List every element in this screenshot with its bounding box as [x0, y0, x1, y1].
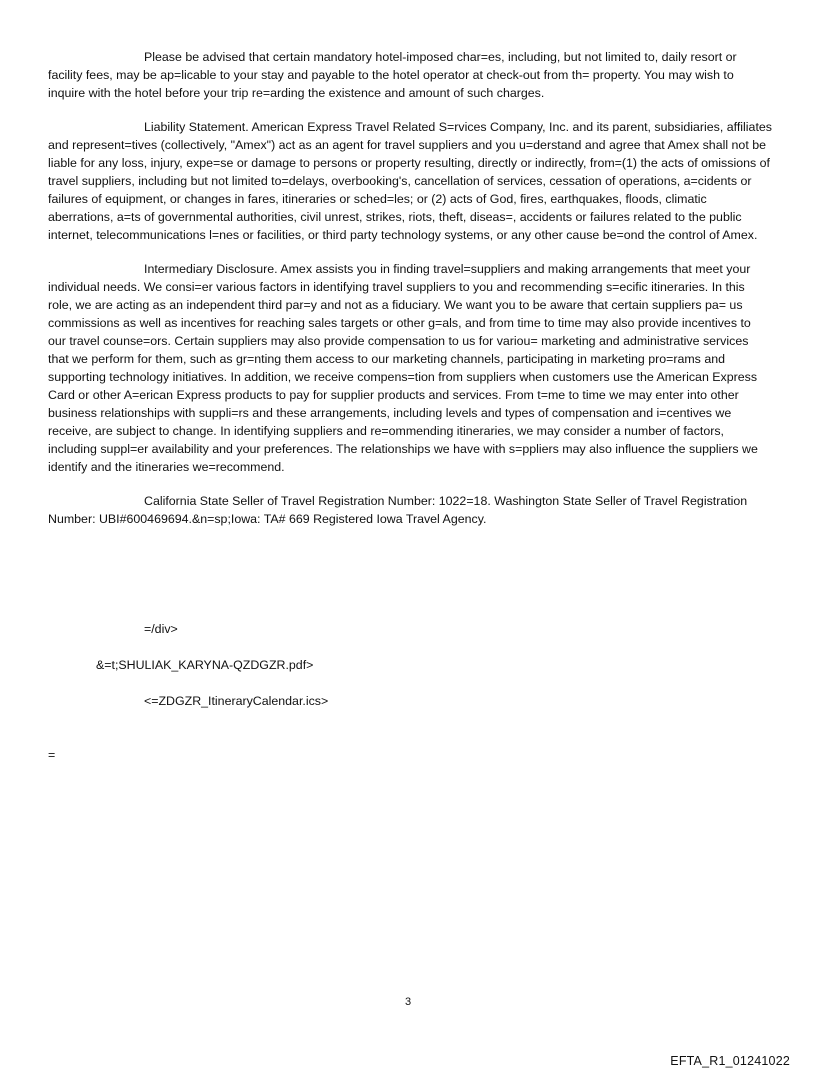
- pdf-attachment-link[interactable]: &=t;SHULIAK_KARYNA-QZDGZR.pdf>: [96, 658, 314, 672]
- seller-of-travel-paragraph: California State Seller of Travel Registration Number: 1022=18. Washington State Seller of Travel Registration Number: UBI#600469694.&n=sp;Iowa: TA# 669 Registered Iowa Travel Agency.: [48, 494, 748, 526]
- document-body: [48, 48, 772, 544]
- hotel-fees-paragraph: Please be advised that certain mandatory hotel-imposed char=es, including, but not limited to, daily resort or facility fees, may be ap=licable to your stay and payable to the hotel operator at check-out from th= property. You may wish to inquire with the hotel before your trip re=arding the existence and amount of such charges.: [48, 50, 737, 100]
- page-number: 3: [404, 996, 412, 1008]
- ics-attachment-link[interactable]: <=ZDGZR_ItineraryCalendar.ics>: [144, 694, 329, 708]
- liability-statement-paragraph: Liability Statement. American Express Travel Related S=rvices Company, Inc. and its parent, subsidiaries, affiliates and represent=tives (collectively, "Amex") act as an agent for travel suppliers and you u=derstand and agree that Amex shall not be liable for any loss, injury, expe=se or damage to persons or property resulting, directly or indirectly, from=(1) the acts of omissions of travel suppliers, including but not limited to=delays, overbooking's, cancellation of services, cessation of operations, a=cidents or failures of equipment, or changes in fares, itineraries or sched=les; or (2) acts of God, fires, earthquakes, floods, climatic aberrations, a=ts of governmental authorities, civil unrest, strikes, riots, theft, diseas=, accidents or failures related to the public internet, telecommunications l=nes or facilities, or third party technology systems, or any other cause be=ond the control of Amex.: [48, 120, 772, 242]
- bates-number: EFTA_R1_01241022: [670, 1054, 790, 1068]
- div-close-text: =/div>: [144, 622, 178, 636]
- stray-equals-text: =: [48, 748, 56, 762]
- intermediary-disclosure-paragraph: Intermediary Disclosure. Amex assists you in finding travel=suppliers and making arrangements that meet your individual needs. We consi=er various factors in identifying travel suppliers to you and recommending s=ecific itineraries. In this role, we are acting as an independent third par=y and not as a fiduciary. We want you to be aware that certain suppliers pa= us commissions as well as incentives for reaching sales targets or other g=als, and from time to time may also provide incentives to our travel counse=ors. Certain suppliers may also provide compensation to us for variou= marketing and administrative services that we perform for them, such as gr=nting them access to our marketing channels, participating in marketing pro=rams and supporting technology initiatives. In addition, we receive compens=tion from suppliers when customers use the American Express Card or other A=erican Express products to pay for supplier products and services. From t=me to time we may enter into other business relationships with suppli=rs and these arrangements, including levels and types of compensation and i=centives we receive, are subject to change. In identifying suppliers and re=ommending itineraries, we may consider a number of factors, including suppl=er availability and your preferences. The relationships we have with s=ppliers may also influence the suppliers we identify and the itineraries we=recommend.: [48, 262, 758, 474]
